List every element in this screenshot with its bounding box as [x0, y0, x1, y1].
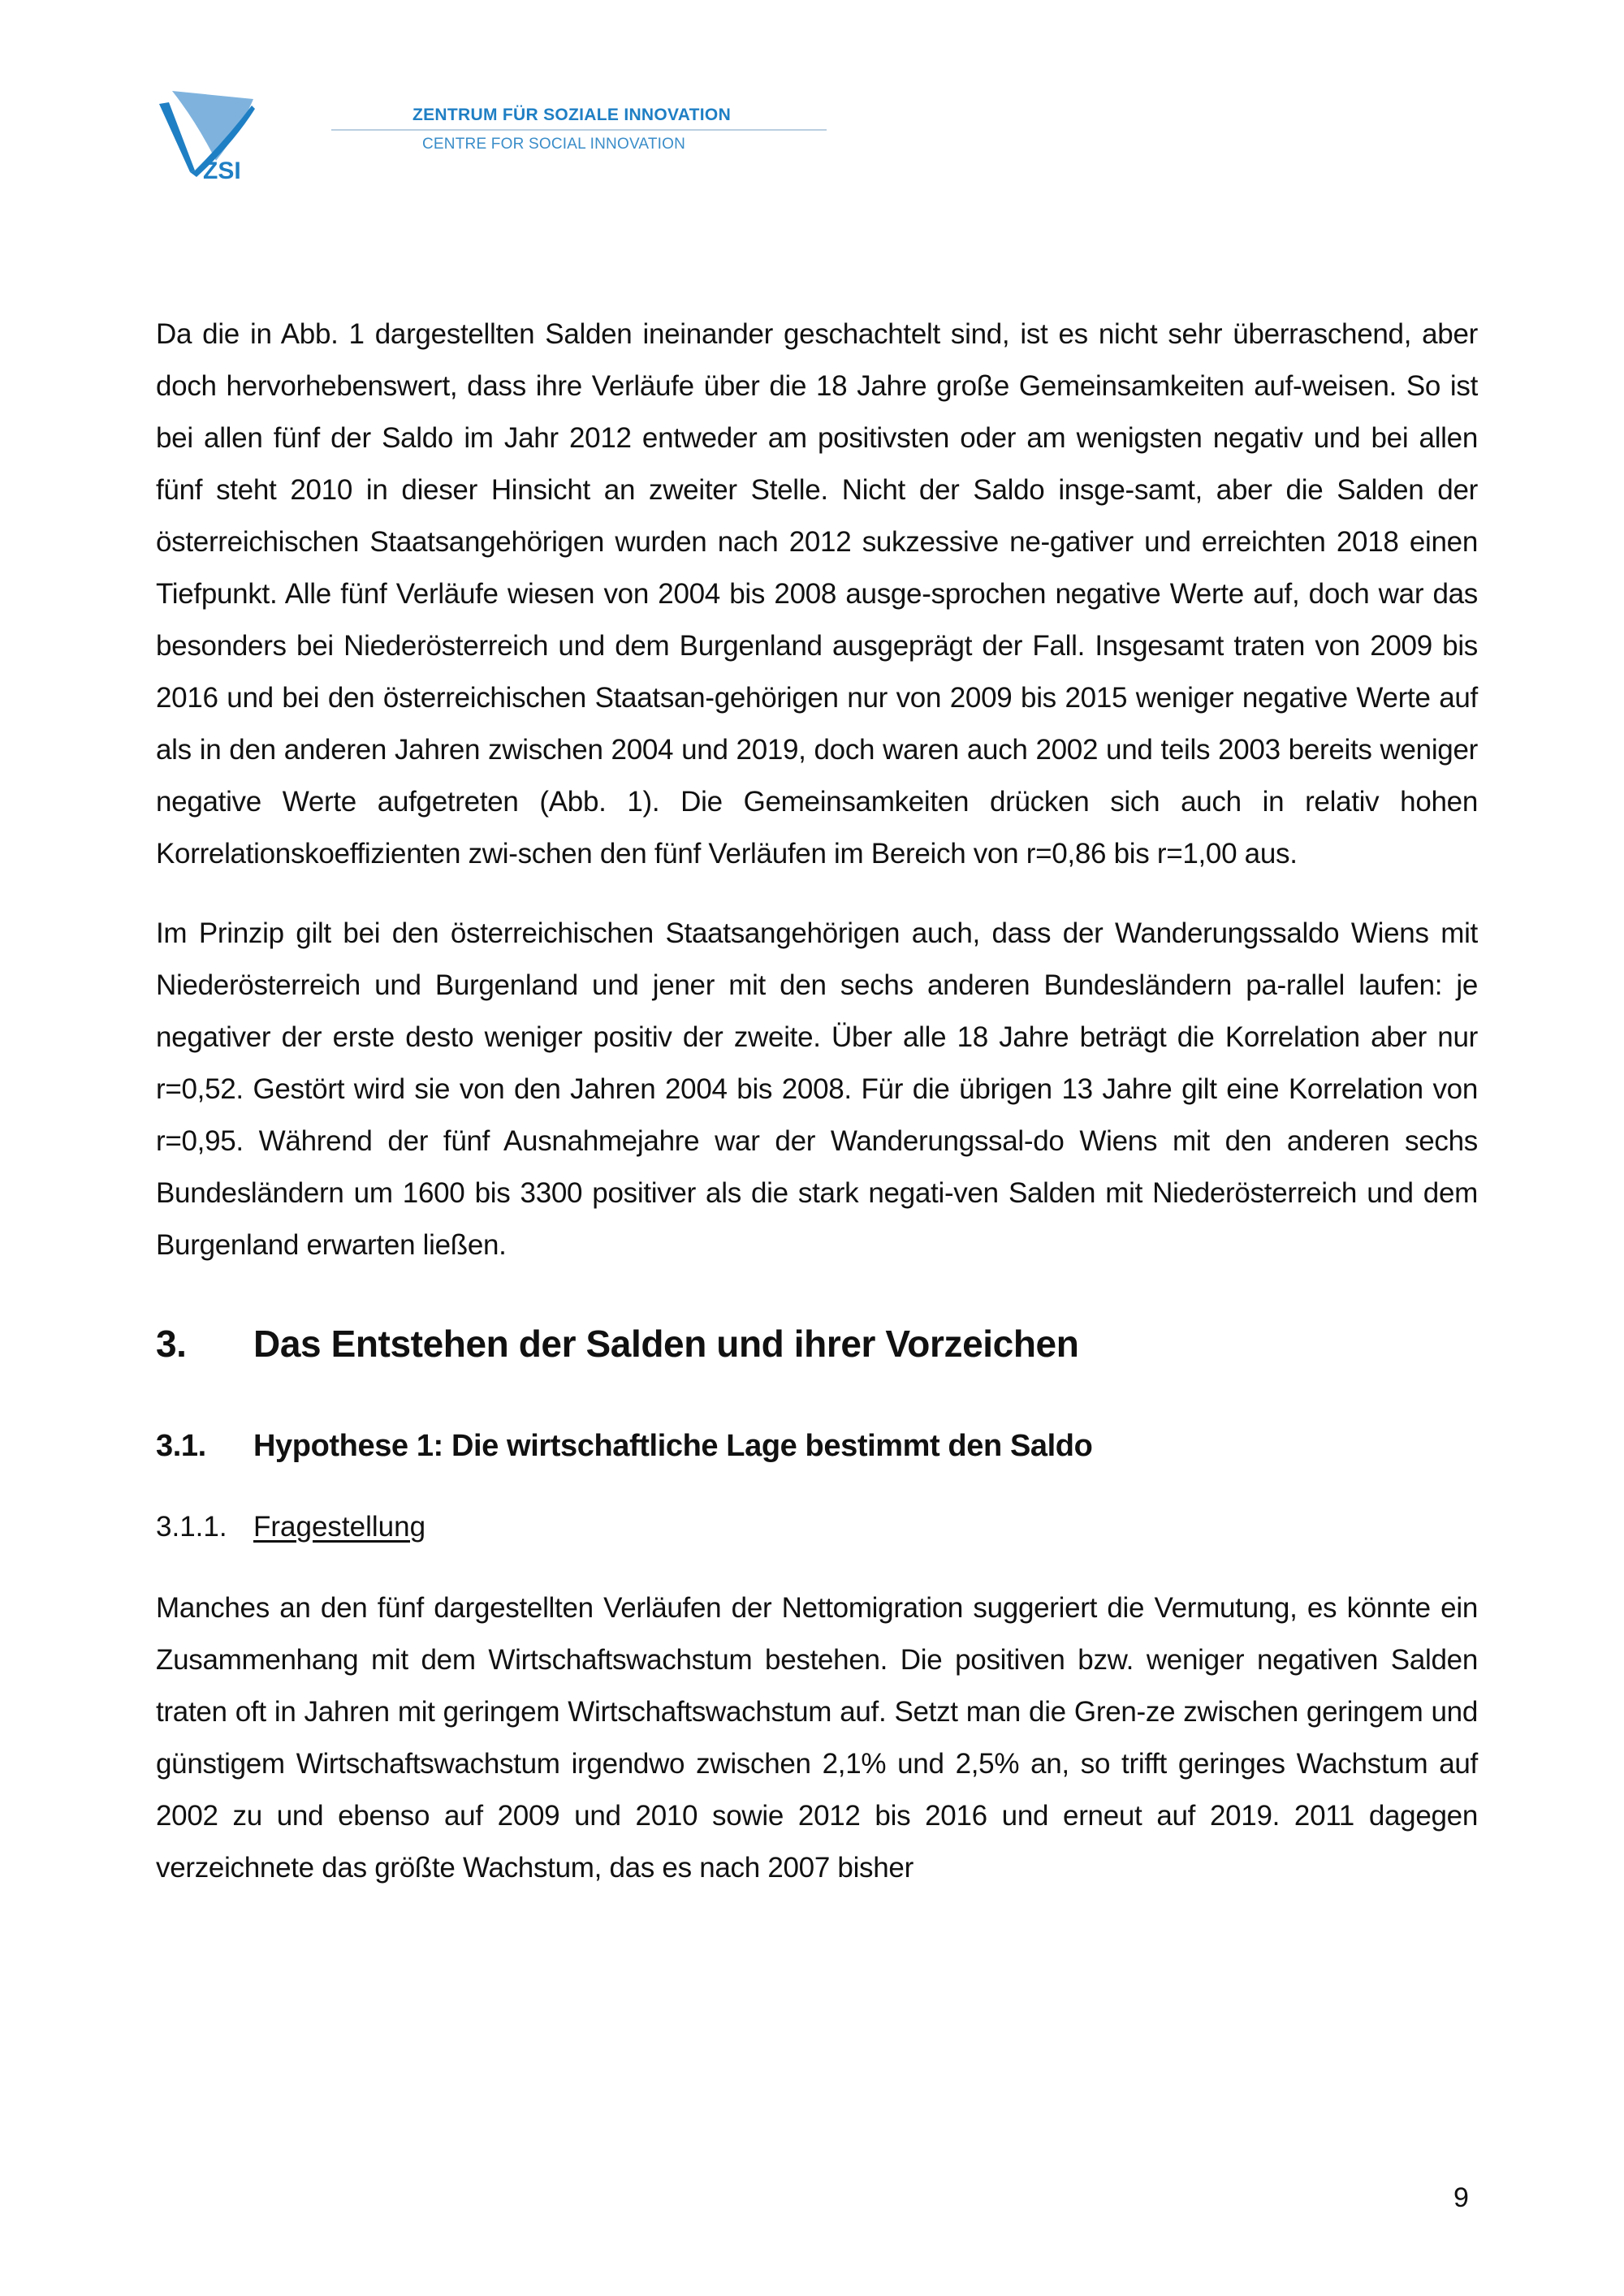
page-header	[154, 81, 853, 187]
org-name-german: ZENTRUM FÜR SOZIALE INNOVATION	[412, 106, 732, 124]
document-body	[156, 309, 1478, 1894]
logo-text: ZSI	[203, 158, 241, 183]
subsubsection-title: Fragestellung	[253, 1511, 426, 1543]
section-heading	[156, 1322, 1478, 1366]
subsection-number: 3.1.	[156, 1429, 206, 1463]
page-number: 9	[1453, 2182, 1469, 2213]
paragraph-3: Manches an den fünf dargestellten Verläufen der Nettomigration suggeriert die Vermutung, es könnte ein Zusammenhang mit dem Wirtschaftswachstum bestehen. Die positiven bzw. weniger negativen Salden traten oft in Jahren mit geringem Wirtschaftswachstum auf. Setzt man die Gren-ze zwischen geringem und günstigem Wirtschaftswachstum irgendwo zwischen 2,1% und 2,5% an, so trifft geringes Wachstum auf 2002 zu und ebenso auf 2009 und 2010 sowie 2012 bis 2016 und erneut auf 2019. 2011 dagegen verzeichnete das größte Wachstum, das es nach 2007 bisher	[156, 1592, 1478, 1884]
subsubsection-heading	[156, 1511, 1478, 1543]
zsi-logo-icon	[154, 81, 276, 183]
subsubsection-number: 3.1.1.	[156, 1511, 227, 1543]
paragraph-1: Da die in Abb. 1 dargestellten Salden ineinander geschachtelt sind, ist es nicht sehr überraschend, aber doch hervorhebenswert, dass ihre Verläufe über die 18 Jahre große Gemeinsamkeiten auf-weisen. So ist bei allen fünf der Saldo im Jahr 2012 entweder am positivsten oder am wenigsten negativ und bei allen fünf steht 2010 in dieser Hinsicht an zweiter Stelle. Nicht der Saldo insge-samt, aber die Salden der österreichischen Staatsangehörigen wurden nach 2012 sukzessive ne-gativer und erreichten 2018 einen Tiefpunkt. Alle fünf Verläufe wiesen von 2004 bis 2008 ausge-sprochen negative Werte auf, doch war das besonders bei Niederösterreich und dem Burgenland ausgeprägt der Fall. Insgesamt traten von 2009 bis 2016 und bei den österreichischen Staatsan-gehörigen nur von 2009 bis 2015 weniger negative Werte auf als in den anderen Jahren zwischen 2004 und 2019, doch waren auch 2002 und teils 2003 bereits weniger negative Werte aufgetreten (Abb. 1). Die Gemeinsamkeiten drücken sich auch in relativ hohen Korrelationskoeffizienten zwi-schen den fünf Verläufen im Bereich von r=0,86 bis r=1,00 aus.	[156, 318, 1478, 870]
subsection-title: Hypothese 1: Die wirtschaftliche Lage bestimmt den Saldo	[253, 1429, 1093, 1463]
header-rule	[331, 129, 827, 131]
subsection-heading	[156, 1429, 1478, 1464]
paragraph-2: Im Prinzip gilt bei den österreichischen Staatsangehörigen auch, dass der Wanderungssaldo Wiens mit Niederösterreich und Burgenland und jener mit den sechs anderen Bundesländern pa-rallel laufen: je negativer der erste desto weniger positiv der zweite. Über alle 18 Jahre beträgt die Korrelation aber nur r=0,52. Gestört wird sie von den Jahren 2004 bis 2008. Für die übrigen 13 Jahre gilt eine Korrelation von r=0,95. Während der fünf Ausnahmejahre war der Wanderungssal-do Wiens mit den anderen sechs Bundesländern um 1600 bis 3300 positiver als die stark negati-ven Salden mit Niederösterreich und dem Burgenland erwarten ließen.	[156, 917, 1478, 1261]
organization-name	[331, 106, 827, 153]
org-name-english: CENTRE FOR SOCIAL INNOVATION	[422, 136, 686, 153]
section-title: Das Entstehen der Salden und ihrer Vorzeichen	[253, 1323, 1079, 1365]
section-number: 3.	[156, 1323, 187, 1365]
